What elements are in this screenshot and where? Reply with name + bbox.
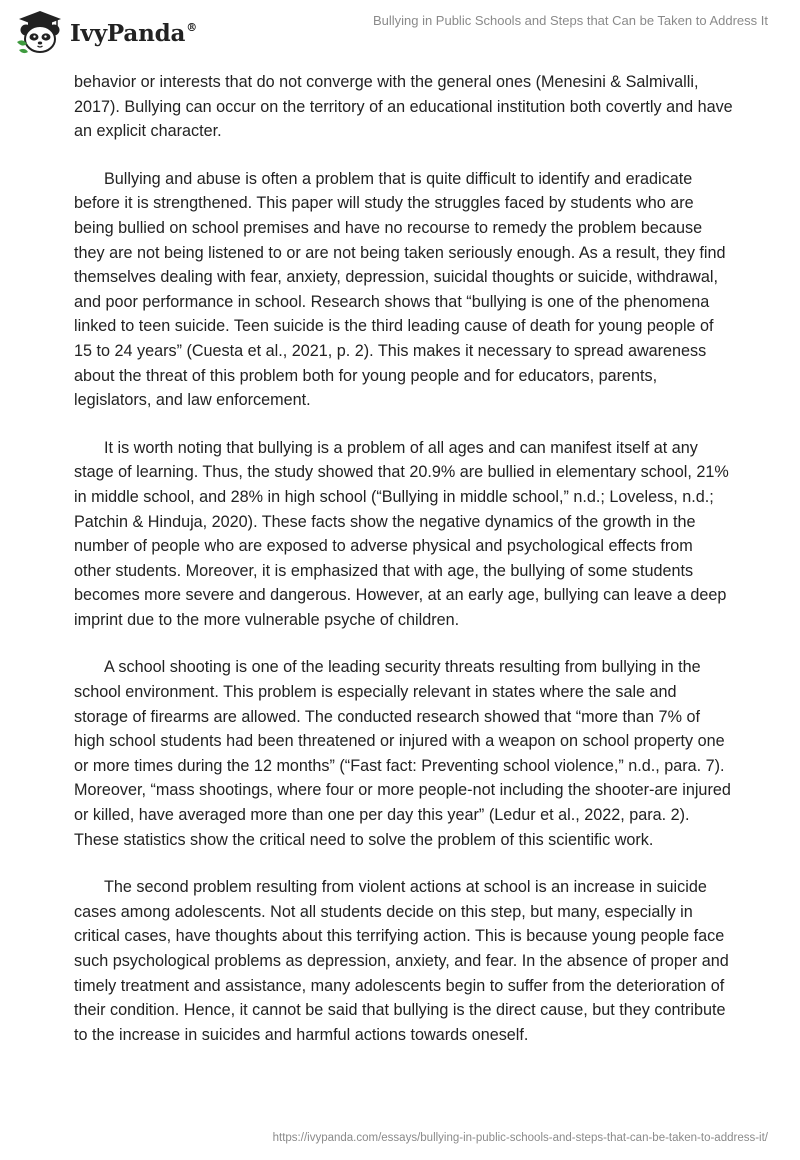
paragraph: A school shooting is one of the leading security threats resulting from bullying in the school environment. This problem is especially relevant in states where the sale and storage of firearms are allowed. The conducted research showed that “more than 7% of high school students had been threatened or injured with a weapon on school property one or more times during the 12 months” (“Fast fact: Preventing school violence,” n.d., para. 7). Moreover, “mass shootings, where four or more people-not including the shooter-are injured or killed, have averaged more than one per day this year” (Ledur et al., 2022, para. 2). These statistics show the critical need to solve the problem of this scientific work. [74, 658, 731, 849]
page-header [0, 0, 800, 62]
panda-graduate-icon [14, 8, 66, 56]
brand-name-text: IvyPanda [70, 19, 186, 47]
document-title: Bullying in Public Schools and Steps that Can be Taken to Address It [372, 13, 768, 28]
brand-name [70, 20, 197, 47]
brand-logo[interactable] [14, 8, 197, 56]
paragraph: It is worth noting that bullying is a problem of all ages and can manifest itself at any stage of learning. Thus, the study showed that 20.9% are bullied in elementary school, 21% in middle school, and 28% in high school (“Bullying in middle school,” n.d.; Loveless, n.d.; Patchin & Hinduja, 2020). These facts show the negative dynamics of the growth in the number of people who are exposed to adverse physical and psychological effects from other students. Moreover, it is emphasized that with age, the bullying of some students becomes more severe and dangerous. However, at an early age, bullying can leave a deep imprint due to the more vulnerable psyche of children. [74, 438, 729, 629]
registered-mark: ® [186, 20, 197, 34]
essay-body [74, 70, 734, 1070]
paragraph: Bullying and abuse is often a problem that is quite difficult to identify and eradicate before it is strengthened. This paper will study the struggles faced by students who are being bullied on school premises and have no recourse to remedy the problem because they are not being listened to or are not being taken seriously enough. As a result, they find themselves dealing with fear, anxiety, depression, suicidal thoughts or suicide, withdrawal, and poor performance in school. Research shows that “bullying is one of the phenomena linked to teen suicide. Teen suicide is the third leading cause of death for young people of 15 to 24 years” (Cuesta et al., 2021, p. 2). This makes it necessary to spread awareness about the threat of this problem both for young people and for educators, parents, legislators, and law enforcement. [74, 169, 726, 410]
paragraph: The second problem resulting from violent actions at school is an increase in suicide cases among adolescents. Not all students decide on this step, but many, especially in critical cases, have thoughts about this terrifying action. This is because young people face such psychological problems as depression, anxiety, and fear. In the absence of proper and timely treatment and assistance, many adolescents begin to suffer from the deterioration of their condition. Hence, it cannot be said that bullying is the direct cause, but they contribute to the increase in suicides and harmful actions towards oneself. [74, 878, 729, 1044]
paragraph: behavior or interests that do not converge with the general ones (Menesini & Salmivalli, 2017). Bullying can occur on the territory of an educational institution both covertly and have an explicit character. [74, 73, 733, 141]
source-url[interactable]: https://ivypanda.com/essays/bullying-in-public-schools-and-steps-that-can-be-taken-to-address-it/ [272, 1132, 768, 1144]
